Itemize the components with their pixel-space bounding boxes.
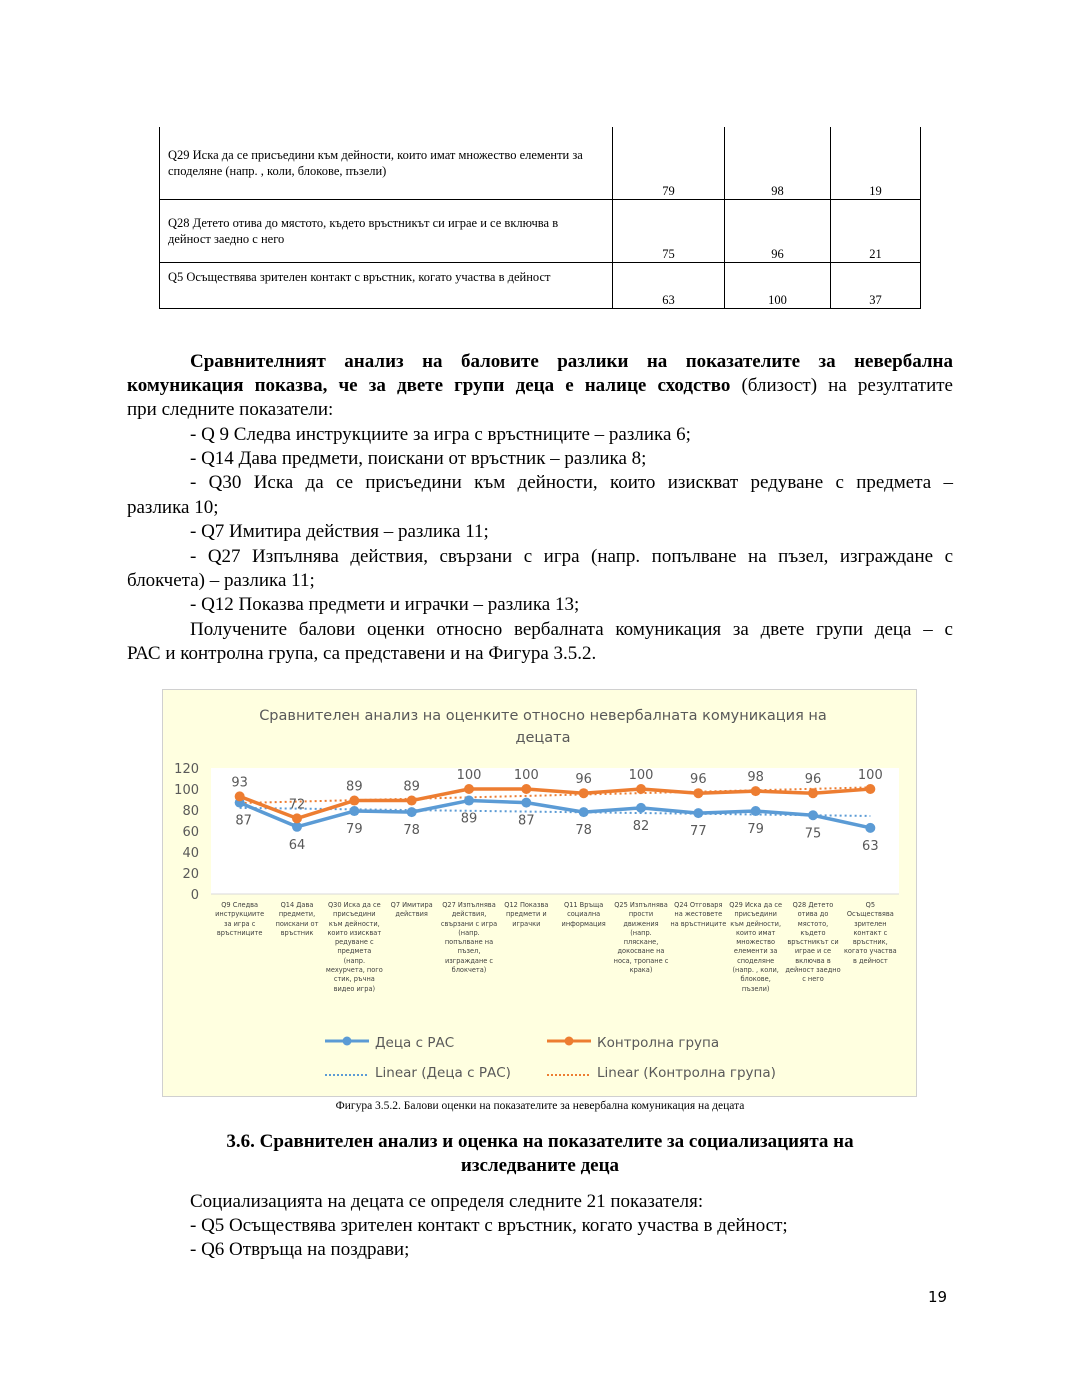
- table-cell-value: 96: [725, 199, 831, 262]
- chart-title-line: децата: [515, 730, 571, 746]
- data-label: 89: [346, 779, 363, 795]
- data-point: [349, 796, 359, 806]
- data-label: 77: [690, 824, 707, 840]
- list-item: - Q5 Осъществява зрителен контакт с връстник, когато участва в дейност;: [190, 1215, 788, 1236]
- legend-dotted-line-icon: [323, 1070, 371, 1080]
- data-label: 96: [575, 772, 592, 788]
- legend-series-control: Контролна група: [597, 1035, 720, 1051]
- data-label: 72: [288, 797, 306, 813]
- data-point: [636, 803, 646, 813]
- data-point: [693, 788, 703, 798]
- data-point: [292, 813, 302, 823]
- page-number: 19: [928, 1288, 948, 1306]
- legend-line-icon: [323, 1036, 371, 1046]
- y-tick-label: 60: [182, 825, 199, 840]
- data-label: 89: [460, 811, 478, 827]
- x-tick-label: Q30 Иска да се присъедини към дейности, които изискват редуване с предмета (напр. мехурчета, пого стик, ръчна видео игра): [325, 901, 383, 993]
- list-item: разлика 10;: [127, 497, 219, 518]
- data-label: 100: [628, 768, 654, 783]
- y-tick-label: 40: [182, 846, 199, 861]
- data-label: 64: [288, 837, 306, 853]
- data-label: 87: [235, 813, 252, 829]
- section-heading: [150, 1130, 930, 1178]
- data-point: [521, 784, 531, 794]
- x-tick-label: Q25 Изпълнява прости движения (напр. пляскане, докосване на носа, тропане с крака): [613, 901, 669, 975]
- data-label: 79: [747, 822, 764, 838]
- data-label: 96: [690, 772, 707, 788]
- data-label: 87: [518, 813, 535, 829]
- x-tick-label: Q12 Показва предмети и играчки: [504, 901, 549, 928]
- plot-area: [211, 768, 899, 894]
- x-tick-label: Q11 Връща социална информация: [561, 901, 606, 928]
- x-tick-label: Q9 Следва инструкциите за игра с връстниците: [215, 901, 265, 937]
- bold-text: комуникация показва, че за двете групи деца е налице сходство: [127, 375, 731, 396]
- paragraph-line: РАС и контролна група, са представени и на Фигура 3.5.2.: [127, 643, 597, 664]
- data-label: 100: [857, 768, 883, 783]
- legend-trend-rac: Linear (Деца с РАС): [375, 1065, 511, 1081]
- data-point: [808, 788, 818, 798]
- data-label: 78: [403, 823, 420, 839]
- list-item: - Q7 Имитира действия – разлика 11;: [190, 521, 489, 542]
- data-label: 89: [403, 779, 420, 795]
- legend-series-rac: Деца с РАС: [375, 1035, 455, 1051]
- table-cell-question: Q5 Осъществява зрителен контакт с връстник, когато участва в дейност: [160, 262, 613, 308]
- table-cell-value: 19: [831, 127, 921, 199]
- data-label: 82: [632, 818, 650, 834]
- data-point: [407, 796, 417, 806]
- table-cell-value: 79: [613, 127, 725, 199]
- paragraph-line: Социализацията на децата се определя следните 21 показателя:: [190, 1191, 704, 1212]
- x-tick-label: Q7 Имитира действия: [390, 901, 433, 919]
- chart: [162, 689, 917, 1097]
- normal-text: (близост) на резултатите: [730, 375, 953, 396]
- y-tick-label: 80: [182, 804, 199, 819]
- list-item: - Q12 Показва предмети и играчки – разлика 13;: [190, 594, 580, 615]
- legend-dotted-line-icon: [545, 1070, 593, 1080]
- data-label: 98: [747, 770, 764, 786]
- table-cell-question: Q28 Детето отива до мястото, където връстникът си играе и се включва в дейност заедно с него: [160, 199, 613, 262]
- heading-line: изследваните деца: [460, 1155, 620, 1176]
- data-label: 93: [231, 775, 248, 791]
- data-point: [865, 823, 875, 833]
- list-item: - Q27 Изпълнява действия, свързани с игра (напр. попълване на пъзел, изграждане с: [190, 546, 953, 567]
- list-item: - Q30 Иска да се присъедини към дейности, които изискват редуване с предмета –: [190, 472, 953, 493]
- table-cell-value: 98: [725, 127, 831, 199]
- x-tick-label: Q28 Детето отива до мястото, където връстникът си играе и се включва в дейност заедно с него: [785, 901, 841, 984]
- paragraph-line: при следните показатели:: [127, 399, 334, 420]
- x-tick-label: Q5 Осъществява зрителен контакт с връстник, когато участва в дейност: [843, 901, 897, 965]
- data-point: [235, 791, 245, 801]
- list-item: блокчета) – разлика 11;: [127, 570, 315, 591]
- data-point: [579, 788, 589, 798]
- data-point: [579, 807, 589, 817]
- data-point: [808, 810, 818, 820]
- list-item: - Q 9 Следва инструкциите за игра с връстниците – разлика 6;: [190, 424, 691, 445]
- paragraph-line: Сравнителният анализ на баловите разлики на показателите за невербална: [190, 351, 953, 372]
- data-label: 63: [862, 838, 879, 854]
- data-point: [407, 807, 417, 817]
- data-label: 96: [804, 772, 822, 788]
- x-tick-label: Q14 Дава предмети, поискани от връстник: [275, 901, 319, 937]
- data-point: [751, 786, 761, 796]
- list-item: - Q14 Дава предмети, поискани от връстник – разлика 8;: [190, 448, 647, 469]
- legend-trend-control: Linear (Контролна група): [597, 1065, 776, 1081]
- x-tick-label: Q24 Отговаря на жестовете на връстниците: [670, 901, 727, 928]
- data-label: 100: [456, 768, 482, 783]
- data-point: [751, 806, 761, 816]
- y-tick-label: 0: [190, 888, 199, 903]
- y-tick-label: 120: [174, 762, 199, 777]
- data-point: [464, 796, 474, 806]
- data-point: [865, 784, 875, 794]
- chart-title-line: Сравнителен анализ на оценките относно невербалната комуникация на: [259, 708, 827, 724]
- table-cell-value: 63: [613, 262, 725, 308]
- x-tick-label: Q27 Изпълнява действия, свързани с игра (напр. попълване на пъзел, изграждане с блокчета): [440, 901, 498, 975]
- table-cell-value: 37: [831, 262, 921, 308]
- data-point: [693, 808, 703, 818]
- figure-caption: Фигура 3.5.2. Балови оценки на показателите за невербална комуникация на децата: [335, 1100, 745, 1112]
- table-cell-question: Q29 Иска да се присъедини към дейности, които имат множество елементи за споделяне (напр. , коли, блокове, пъзели): [160, 127, 613, 199]
- x-tick-label: Q29 Иска да се присъедини към дейности, които имат множество елементи за споделяне (напр. , коли, блокове, пъзели): [729, 901, 783, 993]
- list-item: - Q6 Отвръща на поздрави;: [190, 1239, 410, 1260]
- x-axis-categories: [211, 901, 895, 1021]
- paragraph-line: [127, 374, 953, 398]
- data-label: 75: [804, 826, 822, 842]
- table-cell-value: 75: [613, 199, 725, 262]
- data-point: [349, 806, 359, 816]
- heading-line: 3.6. Сравнителен анализ и оценка на показателите за социализацията на: [226, 1131, 854, 1152]
- table-row: [160, 262, 921, 308]
- data-point: [636, 784, 646, 794]
- table-row: [160, 199, 921, 262]
- paragraph-line: Получените балови оценки относно вербалната комуникация за двете групи деца – с: [190, 619, 953, 640]
- results-table: [159, 127, 921, 309]
- data-label: 100: [513, 768, 539, 783]
- table-cell-value: 21: [831, 199, 921, 262]
- data-label: 79: [346, 822, 363, 838]
- y-tick-label: 100: [174, 783, 199, 798]
- data-point: [521, 798, 531, 808]
- chart-plot: [163, 690, 918, 1098]
- y-tick-label: 20: [182, 867, 199, 882]
- table-row: [160, 127, 921, 199]
- data-point: [464, 784, 474, 794]
- data-label: 78: [575, 823, 592, 839]
- legend-line-icon: [545, 1036, 593, 1046]
- table-cell-value: 100: [725, 262, 831, 308]
